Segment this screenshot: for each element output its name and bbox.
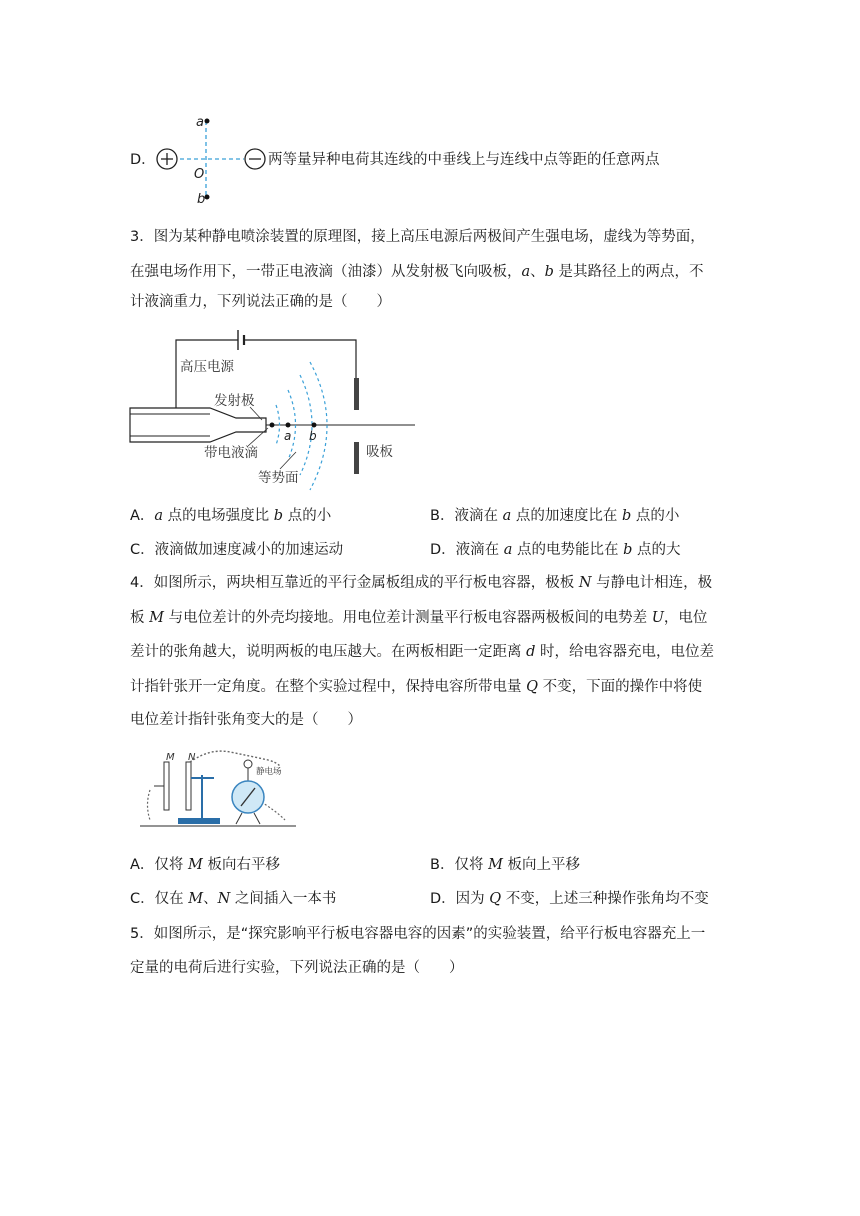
power-source-label: 高压电源 — [180, 359, 234, 375]
q4-line-2: 板 M 与电位差计的外壳均接地。用电位差计测量平行板电容器两极板间的电势差 U，电位 — [130, 610, 708, 626]
plate-m-label: M — [166, 752, 175, 763]
equipotential-label: 等势面 — [258, 470, 299, 486]
q4-option-d[interactable]: D．因为 Q 不变，上述三种操作张角均不变 — [430, 891, 709, 907]
q4-line-3: 差计的张角越大，说明两板的电压越大。在两板相距一定距离 d 时，给电容器充电，电位差 — [130, 644, 715, 660]
q5-line-1: 5．如图所示，是“探究影响平行板电容器电容的因素”的实验装置，给平行板电容器充上一 — [130, 926, 706, 942]
point-b-label: b — [197, 192, 206, 207]
q3-option-d[interactable]: D．液滴在 a 点的电势能比在 b 点的大 — [430, 542, 681, 558]
electrometer-label: 静电场 — [256, 767, 282, 777]
point-o-label: O — [194, 167, 205, 182]
q5-line-2: 定量的电荷后进行实验，下列说法正确的是（ ） — [130, 960, 464, 976]
droplet-label: 带电液滴 — [204, 445, 258, 461]
fig-a-label: a — [284, 429, 292, 443]
q4-option-b[interactable]: B．仅将 M 板向上平移 — [430, 857, 581, 873]
q4-line-4: 计指针张开一定角度。在整个实验过程中，保持电容所带电量 Q 不变，下面的操作中将使 — [130, 679, 703, 695]
q3-line-2: 在强电场作用下，一带正电液滴（油漆）从发射极飞向吸板，a、b 是其路径上的两点，不 — [130, 264, 704, 280]
q2-option-d-text: 两等量异种电荷其连线的中垂线上与连线中点等距的任意两点 — [268, 152, 660, 168]
q2-option-d: D． — [130, 152, 156, 168]
q4-option-a[interactable]: A．仅将 M 板向右平移 — [130, 857, 280, 873]
q3-option-b[interactable]: B．液滴在 a 点的加速度比在 b 点的小 — [430, 508, 680, 524]
point-a-label: a — [196, 115, 204, 130]
plate-n-label: N — [188, 752, 196, 763]
q3-line-3: 计液滴重力，下列说法正确的是（ ） — [130, 294, 391, 310]
q3-option-c[interactable]: C．液滴做加速度减小的加速运动 — [130, 542, 344, 558]
q4-line-5: 电位差计指针张角变大的是（ ） — [130, 712, 362, 728]
emitter-label: 发射极 — [214, 393, 255, 409]
plate-label: 吸板 — [366, 444, 393, 460]
fig-b-label: b — [309, 429, 317, 443]
q3-line-1: 3．图为某种静电喷涂装置的原理图，接上高压电源后两极间产生强电场，虚线为等势面， — [130, 229, 705, 245]
q3-option-a[interactable]: A．a 点的电场强度比 b 点的小 — [130, 508, 332, 524]
q4-option-c[interactable]: C．仅在 M、N 之间插入一本书 — [130, 891, 337, 907]
q4-line-1: 4．如图所示，两块相互靠近的平行金属板组成的平行板电容器，极板 N 与静电计相连，极 — [130, 575, 713, 591]
